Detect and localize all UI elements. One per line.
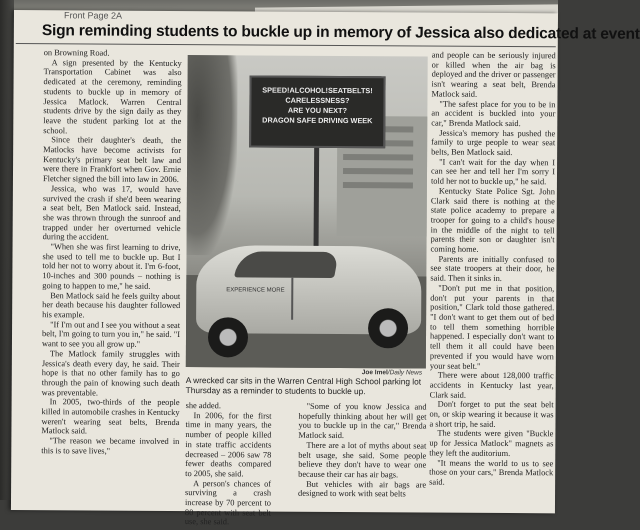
photo-safety-sign — [249, 75, 385, 148]
article-paragraph: In 2006, for the first time in many years, the number of people killed in state traffic accidents decreased – 2006 saw 78 fewer deaths compared to 2005, she said. — [185, 410, 272, 479]
article-paragraph: "If I'm out and I see you without a seat belt, I'm going to turn you in," he said. "I want to see you all grow up." — [41, 319, 181, 349]
article-photo — [186, 55, 428, 368]
photo-caption: A wrecked car sits in the Warren Central High School parking lot Thursday as a reminder to students to buckle up. — [185, 375, 422, 396]
article-paragraph: "When she was first learning to drive, she used to tell me to buckle up. But I told her not to worry about it. I'm 6-foot, 10-inches and 300 pounds – nothing is going to happen to me," he said. — [42, 242, 181, 291]
article-paragraph: on Browning Road. — [43, 48, 110, 58]
article-column-2 — [184, 401, 272, 527]
photo-credit-source: /Daily News — [387, 369, 423, 377]
headline-rule — [16, 43, 556, 47]
article-paragraph: "The reason we became involved in this is to save lives," — [41, 436, 180, 456]
article-paragraph: In 2005, two-thirds of the people killed in automobile crashes in Kentucky weren't wearing seat belts, Brenda Matlock said. — [41, 397, 180, 436]
article-paragraph: "I can't wait for the day when I can see her and tell her I'm sorry I told her not to buckle up," he said. — [430, 157, 556, 187]
article-column-3 — [298, 402, 427, 513]
article-paragraph: There were about 128,000 traffic accidents in Kentucky last year, Clark said. — [429, 370, 554, 400]
article-paragraph: Jessica's memory has pushed the family to urge people to wear seat belts, Ben Matlock said. — [431, 128, 556, 158]
car-front-wheel — [208, 317, 248, 357]
article-paragraph: A sign presented by the Kentucky Transportation Cabinet was also dedicated at the ceremony, reminding students to buckle up in memory of Jessica Matlock. Warren Central students drive by the sign daily as they leave the student parking lot at the school. — [43, 57, 182, 135]
article-headline: Sign reminding students to buckle up in memory of Jessica also dedicated at event — [41, 22, 640, 43]
article-column-4 — [429, 51, 556, 512]
article-paragraph: But vehicles with air bags are designed to work with seat belts — [298, 479, 427, 499]
car-graffiti-text: EXPERIENCE MORE — [226, 287, 285, 294]
article-paragraph: she added. — [185, 401, 221, 411]
car-door-line — [291, 278, 293, 320]
article-paragraph: Kentucky State Police Sgt. John Clark said there is nothing at the state police academy to prepare a trooper for going to a child's house in the middle of the night to tell parents their son or daughter isn't coming home. — [430, 186, 555, 254]
car-rear-wheel — [368, 308, 408, 348]
page-header: Front Page 2A — [63, 10, 123, 21]
article-paragraph: The students were given "Buckle up for Jessica Matlock" magnets as they left the auditorium. — [429, 429, 554, 458]
article-paragraph: "The safest place for you to be in an accident is buckled into your car," Brenda Matlock said. — [431, 99, 556, 129]
photo-credit-name: Joe Imel — [361, 369, 388, 377]
article-paragraph: "Don't put me in that position, don't put your parents in that position," Clark told those gathered. "I don't want to get them out of bed to tell them something horrible happened. I especially don't want to tell them it all could have been prevented if you would have worn your seat belt." — [429, 283, 555, 371]
car-window — [234, 251, 339, 278]
sign-line: SPEED!ALCOHOL!SEATBELTS! — [262, 85, 373, 96]
newspaper-page — [11, 10, 640, 527]
article-paragraph: Don't forget to put the seat belt on, or skip wearing it because it was a short trip, he said. — [429, 399, 554, 429]
article-paragraph: A person's chances of surviving a crash increase by 70 percent to 80 percent with seat belt use, she said. — [184, 478, 272, 527]
article-paragraph: "Some of you know Jessica and hopefully thinking about her will get you to buckle up in the car," Brenda Matlock said. — [298, 401, 427, 441]
photo-tree — [187, 55, 238, 255]
sign-line: CARELESSNESS? — [285, 95, 350, 106]
article-paragraph: Jessica, who was 17, would have survived the crash if she'd been wearing a seat belt, Ben Matlock said. Instead, she was thrown through the sunroof and trapped under her overturned vehicle during the accident. — [42, 184, 181, 242]
article-paragraph: and people can be seriously injured or killed when the air bag is deployed and the driver or passenger isn't wearing a seat belt, Brenda Matlock said. — [431, 50, 556, 99]
sign-line: DRAGON SAFE DRIVING WEEK — [262, 115, 373, 126]
article-paragraph: Ben Matlock said he feels guilty about her death because his daughter followed his example. — [42, 290, 181, 320]
article-paragraph: Parents are initially confused to see state troopers at their door, he said. Then it sinks in. — [430, 254, 555, 284]
article-column-1 — [41, 48, 182, 509]
article-paragraph: "It means the world to us to see those on your cars," Brenda Matlock said. — [429, 458, 554, 487]
article-paragraph: The Matlock family struggles with Jessica's death every day, he said. Their hope is that no other family has to go through the pain of knowing such death was preventable. — [41, 349, 180, 398]
sign-line: ARE YOU NEXT? — [287, 105, 347, 116]
article-paragraph: There are a lot of myths about seat belt usage, she said. Some people believe they don't have to wear one because their car has air bags. — [298, 440, 427, 480]
article-paragraph: Since their daughter's death, the Matlocks have become activists for Kentucky's primary seat belt law and were there in Frankfort when Gov. Ernie Fletcher signed the bill into law in 2006. — [42, 135, 182, 185]
